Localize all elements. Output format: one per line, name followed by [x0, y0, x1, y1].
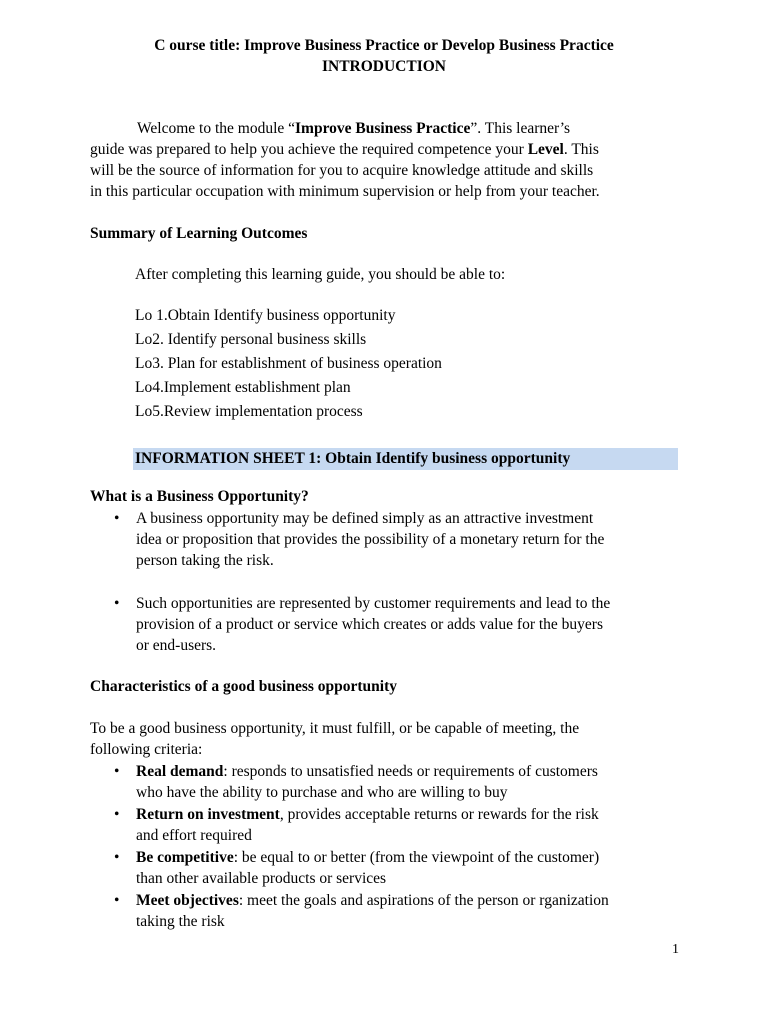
criterion-line: who have the ability to purchase and who are willing to buy [136, 784, 508, 801]
criterion-term: Real demand [136, 763, 224, 780]
criterion-term: Return on investment [136, 806, 280, 823]
bullet-text-line: Such opportunities are represented by customer requirements and lead to the [136, 595, 611, 612]
criterion-line: Meet objectives: meet the goals and aspirations of the person or rganization [136, 892, 609, 909]
bullet-text-line: idea or proposition that provides the possibility of a monetary return for the [136, 531, 605, 548]
characteristics-heading: Characteristics of a good business opportunity [90, 678, 398, 695]
learning-outcome: Lo2. Identify personal business skills [135, 331, 367, 348]
learning-outcome: Lo5.Review implementation process [135, 403, 363, 420]
info-sheet-heading: INFORMATION SHEET 1: Obtain Identify business opportunity [135, 450, 571, 467]
bullet-icon: • [114, 510, 120, 527]
characteristics-lead-line-1: To be a good business opportunity, it must fulfill, or be capable of meeting, the [90, 720, 580, 737]
intro-line-1: Welcome to the module “Improve Business Practice”. This learner’s [137, 120, 571, 137]
criterion-line: and effort required [136, 827, 252, 844]
learning-outcome: Lo3. Plan for establishment of business operation [135, 355, 442, 372]
summary-lead: After completing this learning guide, you should be able to: [135, 266, 506, 283]
bullet-icon: • [114, 595, 120, 612]
criterion-line: Return on investment, provides acceptable returns or rewards for the risk [136, 806, 599, 823]
learning-outcome: Lo4.Implement establishment plan [135, 379, 351, 396]
criterion-line: Be competitive: be equal to or better (from the viewpoint of the customer) [136, 849, 600, 866]
intro-line-4: in this particular occupation with minimum supervision or help from your teacher. [90, 183, 600, 200]
bullet-icon: • [114, 849, 120, 866]
bullet-text-line: A business opportunity may be defined simply as an attractive investment [136, 510, 594, 527]
summary-heading: Summary of Learning Outcomes [90, 225, 308, 242]
criterion-term: Be competitive [136, 849, 234, 866]
bullet-text-line: or end-users. [136, 637, 217, 654]
characteristics-lead-line-2: following criteria: [90, 741, 203, 758]
module-name: Improve Business Practice [295, 120, 471, 137]
criterion-term: Meet objectives [136, 892, 239, 909]
page-subtitle: INTRODUCTION [321, 58, 446, 75]
course-title: C ourse title: Improve Business Practice or Develop Business Practice [154, 37, 614, 54]
bullet-icon: • [114, 763, 120, 780]
criterion-line: than other available products or services [136, 870, 387, 887]
level-term: Level [527, 141, 564, 158]
criterion-line: taking the risk [136, 913, 225, 930]
what-is-heading: What is a Business Opportunity? [90, 488, 309, 505]
bullet-icon: • [114, 806, 120, 823]
intro-line-3: will be the source of information for you to acquire knowledge attitude and skills [90, 162, 594, 179]
learning-outcome: Lo 1.Obtain Identify business opportunity [135, 307, 396, 324]
bullet-icon: • [114, 892, 120, 909]
bullet-text-line: provision of a product or service which creates or adds value for the buyers [136, 616, 603, 633]
intro-line-2: guide was prepared to help you achieve the required competence your Level. This [90, 141, 599, 158]
bullet-text-line: person taking the risk. [136, 552, 274, 569]
page-number: 1 [672, 942, 679, 957]
criterion-line: Real demand: responds to unsatisfied needs or requirements of customers [136, 763, 598, 780]
